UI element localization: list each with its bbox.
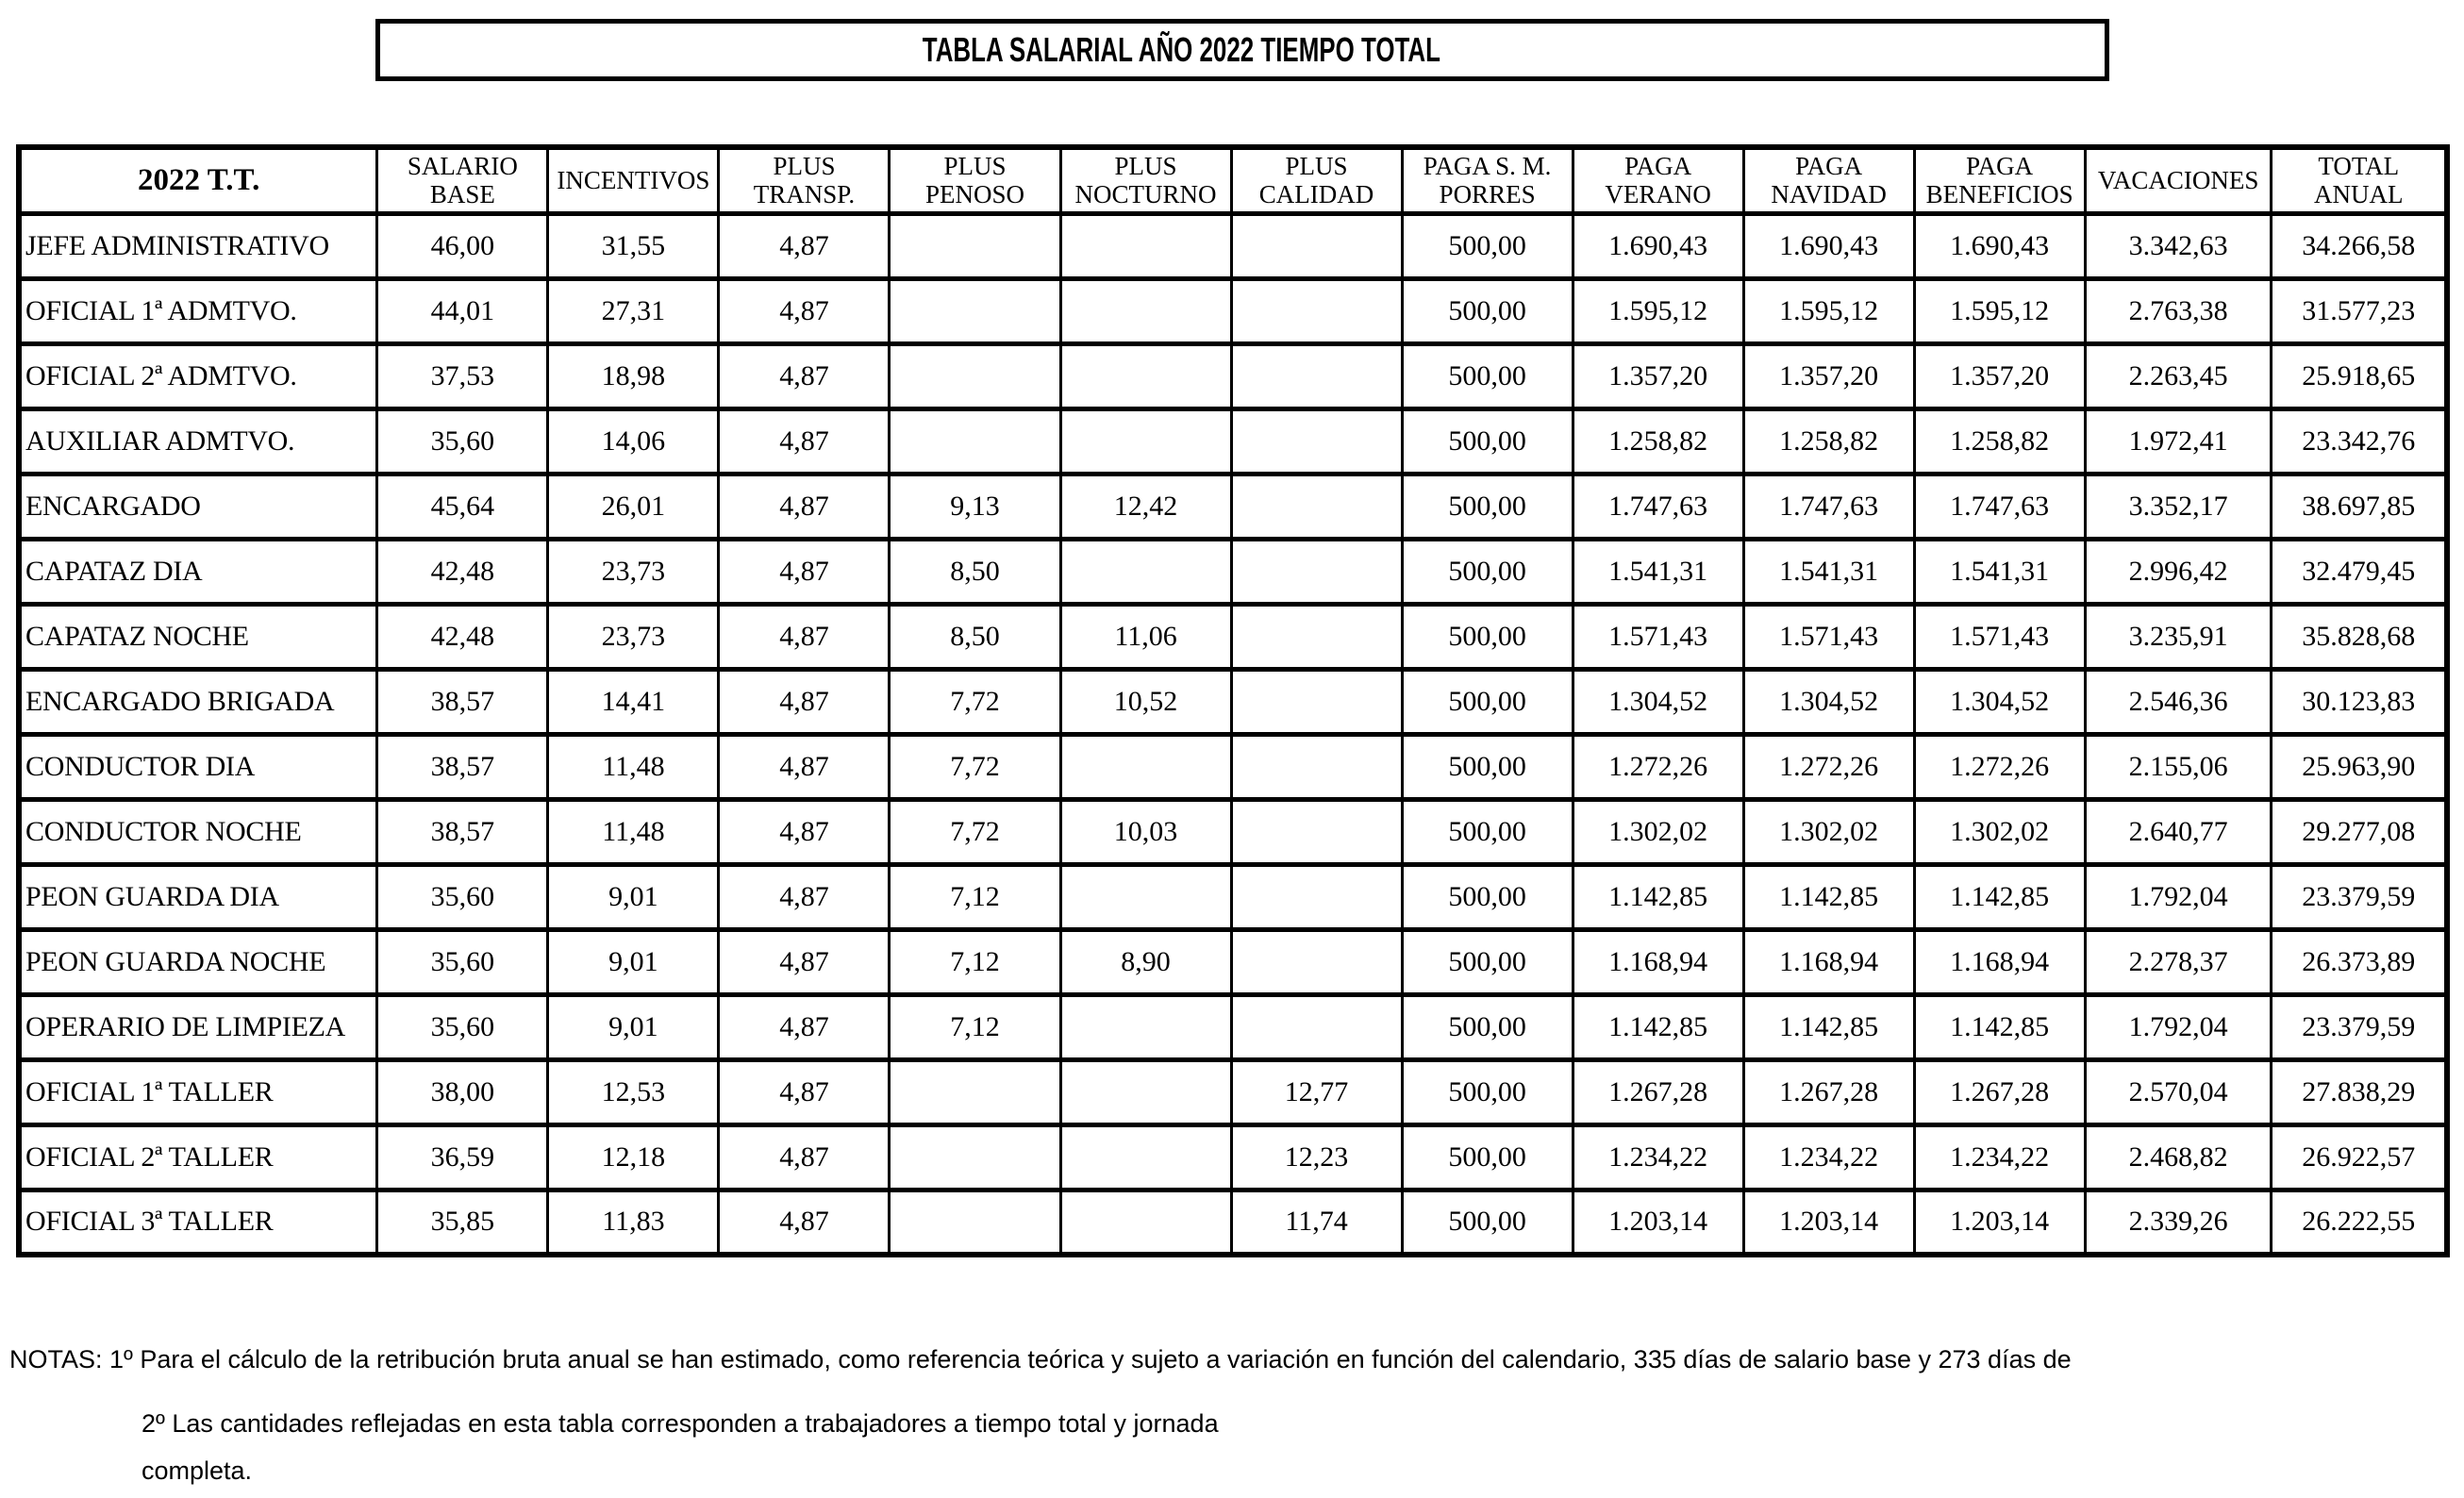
cell: 4,87 <box>719 1059 890 1124</box>
note-line-3: completa. <box>142 1456 253 1485</box>
cell: 1.747,63 <box>1914 474 2085 539</box>
cell <box>890 408 1060 474</box>
cell: 23,73 <box>548 539 719 604</box>
cell <box>890 1059 1060 1124</box>
cell: 1.272,26 <box>1743 734 1914 799</box>
cell: 26.373,89 <box>2272 929 2447 994</box>
cell: 4,87 <box>719 343 890 408</box>
table-row <box>19 734 2447 799</box>
cell: 1.142,85 <box>1743 864 1914 929</box>
cell <box>1060 1190 1231 1255</box>
row-label: PEON GUARDA DIA <box>19 864 377 929</box>
cell: 4,87 <box>719 734 890 799</box>
cell <box>1231 604 1402 669</box>
column-header: VACACIONES <box>2085 147 2272 213</box>
cell: 3.342,63 <box>2085 213 2272 278</box>
cell <box>1231 213 1402 278</box>
cell: 1.302,02 <box>1573 799 1743 864</box>
row-label: CONDUCTOR NOCHE <box>19 799 377 864</box>
cell: 23.342,76 <box>2272 408 2447 474</box>
cell: 1.357,20 <box>1573 343 1743 408</box>
cell: 4,87 <box>719 604 890 669</box>
column-header: PAGA VERANO <box>1573 147 1743 213</box>
cell: 35,60 <box>377 864 548 929</box>
cell: 4,87 <box>719 213 890 278</box>
cell <box>1060 994 1231 1059</box>
cell: 1.168,94 <box>1914 929 2085 994</box>
cell: 500,00 <box>1402 669 1573 734</box>
cell: 4,87 <box>719 474 890 539</box>
cell: 500,00 <box>1402 474 1573 539</box>
cell: 7,72 <box>890 669 1060 734</box>
cell: 1.258,82 <box>1914 408 2085 474</box>
column-header: 2022 T.T. <box>19 147 377 213</box>
cell: 1.272,26 <box>1573 734 1743 799</box>
cell: 1.142,85 <box>1573 864 1743 929</box>
header-row <box>19 147 2447 213</box>
cell: 1.267,28 <box>1573 1059 1743 1124</box>
column-header: PLUS PENOSO <box>890 147 1060 213</box>
cell: 2.763,38 <box>2085 278 2272 343</box>
cell: 25.963,90 <box>2272 734 2447 799</box>
cell: 2.546,36 <box>2085 669 2272 734</box>
cell: 42,48 <box>377 539 548 604</box>
cell: 1.142,85 <box>1743 994 1914 1059</box>
cell: 34.266,58 <box>2272 213 2447 278</box>
cell: 3.352,17 <box>2085 474 2272 539</box>
cell: 12,23 <box>1231 1124 1402 1190</box>
row-label: PEON GUARDA NOCHE <box>19 929 377 994</box>
cell: 12,53 <box>548 1059 719 1124</box>
column-header: PLUS CALIDAD <box>1231 147 1402 213</box>
cell: 38.697,85 <box>2272 474 2447 539</box>
cell: 26,01 <box>548 474 719 539</box>
table-row <box>19 669 2447 734</box>
cell: 500,00 <box>1402 994 1573 1059</box>
cell: 35,60 <box>377 994 548 1059</box>
cell: 1.357,20 <box>1914 343 2085 408</box>
cell: 4,87 <box>719 1124 890 1190</box>
cell: 4,87 <box>719 278 890 343</box>
table-row <box>19 278 2447 343</box>
cell: 1.792,04 <box>2085 994 2272 1059</box>
cell: 46,00 <box>377 213 548 278</box>
cell: 1.304,52 <box>1743 669 1914 734</box>
row-label: CAPATAZ DIA <box>19 539 377 604</box>
column-header: TOTAL ANUAL <box>2272 147 2447 213</box>
cell <box>1231 799 1402 864</box>
column-header: PAGA S. M. PORRES <box>1402 147 1573 213</box>
cell: 42,48 <box>377 604 548 669</box>
cell: 1.690,43 <box>1573 213 1743 278</box>
cell <box>1231 343 1402 408</box>
cell: 500,00 <box>1402 343 1573 408</box>
cell: 14,06 <box>548 408 719 474</box>
cell: 9,01 <box>548 929 719 994</box>
cell: 500,00 <box>1402 408 1573 474</box>
cell: 1.203,14 <box>1743 1190 1914 1255</box>
column-header: PAGA BENEFICIOS <box>1914 147 2085 213</box>
cell: 1.302,02 <box>1914 799 2085 864</box>
row-label: OFICIAL 1ª TALLER <box>19 1059 377 1124</box>
cell: 500,00 <box>1402 278 1573 343</box>
table-row <box>19 994 2447 1059</box>
cell: 1.272,26 <box>1914 734 2085 799</box>
row-label: AUXILIAR ADMTVO. <box>19 408 377 474</box>
cell: 23.379,59 <box>2272 864 2447 929</box>
row-label: OFICIAL 1ª ADMTVO. <box>19 278 377 343</box>
row-label: CONDUCTOR DIA <box>19 734 377 799</box>
cell <box>1231 539 1402 604</box>
cell: 1.541,31 <box>1573 539 1743 604</box>
cell <box>890 1124 1060 1190</box>
row-label: OFICIAL 3ª TALLER <box>19 1190 377 1255</box>
cell: 1.304,52 <box>1914 669 2085 734</box>
cell: 1.203,14 <box>1573 1190 1743 1255</box>
cell: 35,60 <box>377 929 548 994</box>
cell: 1.792,04 <box>2085 864 2272 929</box>
cell: 38,00 <box>377 1059 548 1124</box>
page-title: TABLA SALARIAL AÑO 2022 TIEMPO TOTAL <box>922 30 1440 69</box>
cell: 500,00 <box>1402 799 1573 864</box>
cell <box>890 213 1060 278</box>
cell <box>1231 278 1402 343</box>
table-row <box>19 1059 2447 1124</box>
cell: 2.570,04 <box>2085 1059 2272 1124</box>
cell: 7,12 <box>890 929 1060 994</box>
cell: 8,90 <box>1060 929 1231 994</box>
cell: 1.690,43 <box>1914 213 2085 278</box>
cell <box>1231 669 1402 734</box>
cell: 1.258,82 <box>1573 408 1743 474</box>
cell: 4,87 <box>719 669 890 734</box>
cell: 12,77 <box>1231 1059 1402 1124</box>
cell: 38,57 <box>377 734 548 799</box>
cell <box>1060 343 1231 408</box>
cell: 1.571,43 <box>1914 604 2085 669</box>
cell <box>1231 864 1402 929</box>
cell: 9,01 <box>548 994 719 1059</box>
row-label: OPERARIO DE LIMPIEZA <box>19 994 377 1059</box>
cell: 1.595,12 <box>1914 278 2085 343</box>
cell: 1.142,85 <box>1914 994 2085 1059</box>
cell: 38,57 <box>377 799 548 864</box>
cell: 4,87 <box>719 929 890 994</box>
cell: 500,00 <box>1402 929 1573 994</box>
cell: 4,87 <box>719 994 890 1059</box>
cell: 500,00 <box>1402 734 1573 799</box>
cell: 9,01 <box>548 864 719 929</box>
cell: 1.203,14 <box>1914 1190 2085 1255</box>
cell <box>890 1190 1060 1255</box>
table-row <box>19 343 2447 408</box>
cell: 44,01 <box>377 278 548 343</box>
note-line-2: 2º Las cantidades reflejadas en esta tabla corresponden a trabajadores a tiempo total y jornada <box>142 1409 1219 1438</box>
table-row <box>19 1124 2447 1190</box>
cell: 500,00 <box>1402 1059 1573 1124</box>
cell: 18,98 <box>548 343 719 408</box>
cell: 32.479,45 <box>2272 539 2447 604</box>
cell: 1.690,43 <box>1743 213 1914 278</box>
cell: 12,42 <box>1060 474 1231 539</box>
cell: 11,48 <box>548 799 719 864</box>
column-header: PLUS NOCTURNO <box>1060 147 1231 213</box>
cell: 1.304,52 <box>1573 669 1743 734</box>
cell: 1.234,22 <box>1914 1124 2085 1190</box>
cell: 11,06 <box>1060 604 1231 669</box>
cell: 2.339,26 <box>2085 1190 2272 1255</box>
row-label: ENCARGADO <box>19 474 377 539</box>
cell: 2.468,82 <box>2085 1124 2272 1190</box>
cell: 23.379,59 <box>2272 994 2447 1059</box>
cell: 4,87 <box>719 864 890 929</box>
column-header: INCENTIVOS <box>548 147 719 213</box>
cell: 7,72 <box>890 799 1060 864</box>
cell: 7,12 <box>890 864 1060 929</box>
cell: 12,18 <box>548 1124 719 1190</box>
row-label: OFICIAL 2ª ADMTVO. <box>19 343 377 408</box>
row-label: ENCARGADO BRIGADA <box>19 669 377 734</box>
cell: 30.123,83 <box>2272 669 2447 734</box>
cell: 4,87 <box>719 408 890 474</box>
cell: 10,03 <box>1060 799 1231 864</box>
cell: 1.541,31 <box>1914 539 2085 604</box>
cell <box>1060 734 1231 799</box>
table-row <box>19 864 2447 929</box>
cell: 9,13 <box>890 474 1060 539</box>
cell <box>890 343 1060 408</box>
table-row <box>19 799 2447 864</box>
cell: 31.577,23 <box>2272 278 2447 343</box>
cell: 26.222,55 <box>2272 1190 2447 1255</box>
cell: 8,50 <box>890 604 1060 669</box>
cell: 10,52 <box>1060 669 1231 734</box>
cell: 26.922,57 <box>2272 1124 2447 1190</box>
cell <box>1060 539 1231 604</box>
cell: 1.234,22 <box>1573 1124 1743 1190</box>
cell: 11,74 <box>1231 1190 1402 1255</box>
cell: 27,31 <box>548 278 719 343</box>
cell <box>1231 408 1402 474</box>
cell: 29.277,08 <box>2272 799 2447 864</box>
cell: 1.571,43 <box>1573 604 1743 669</box>
cell: 500,00 <box>1402 539 1573 604</box>
cell: 1.142,85 <box>1573 994 1743 1059</box>
cell: 1.142,85 <box>1914 864 2085 929</box>
cell: 2.278,37 <box>2085 929 2272 994</box>
table-row <box>19 1190 2447 1255</box>
cell: 2.996,42 <box>2085 539 2272 604</box>
cell: 37,53 <box>377 343 548 408</box>
cell: 1.747,63 <box>1573 474 1743 539</box>
table-row <box>19 539 2447 604</box>
table-row <box>19 929 2447 994</box>
cell: 4,87 <box>719 1190 890 1255</box>
column-header: PLUS TRANSP. <box>719 147 890 213</box>
cell: 1.541,31 <box>1743 539 1914 604</box>
cell: 7,12 <box>890 994 1060 1059</box>
cell: 35.828,68 <box>2272 604 2447 669</box>
cell <box>1060 864 1231 929</box>
salary-table <box>16 144 2450 1257</box>
cell: 23,73 <box>548 604 719 669</box>
cell: 500,00 <box>1402 604 1573 669</box>
cell: 31,55 <box>548 213 719 278</box>
cell: 45,64 <box>377 474 548 539</box>
cell <box>890 278 1060 343</box>
cell: 3.235,91 <box>2085 604 2272 669</box>
cell: 1.168,94 <box>1743 929 1914 994</box>
cell <box>1060 1124 1231 1190</box>
cell: 1.302,02 <box>1743 799 1914 864</box>
cell: 2.263,45 <box>2085 343 2272 408</box>
cell <box>1231 929 1402 994</box>
cell: 27.838,29 <box>2272 1059 2447 1124</box>
cell: 1.234,22 <box>1743 1124 1914 1190</box>
table-row <box>19 604 2447 669</box>
cell <box>1231 994 1402 1059</box>
cell: 8,50 <box>890 539 1060 604</box>
cell: 36,59 <box>377 1124 548 1190</box>
column-header: PAGA NAVIDAD <box>1743 147 1914 213</box>
cell: 14,41 <box>548 669 719 734</box>
cell: 500,00 <box>1402 1124 1573 1190</box>
cell: 500,00 <box>1402 864 1573 929</box>
cell <box>1060 408 1231 474</box>
cell: 1.571,43 <box>1743 604 1914 669</box>
cell <box>1060 278 1231 343</box>
cell: 4,87 <box>719 539 890 604</box>
table-row <box>19 408 2447 474</box>
cell: 1.747,63 <box>1743 474 1914 539</box>
cell: 500,00 <box>1402 1190 1573 1255</box>
cell: 25.918,65 <box>2272 343 2447 408</box>
cell: 1.595,12 <box>1743 278 1914 343</box>
cell: 2.155,06 <box>2085 734 2272 799</box>
cell: 1.168,94 <box>1573 929 1743 994</box>
row-label: OFICIAL 2ª TALLER <box>19 1124 377 1190</box>
cell: 11,48 <box>548 734 719 799</box>
cell: 1.267,28 <box>1914 1059 2085 1124</box>
cell: 38,57 <box>377 669 548 734</box>
table-row <box>19 213 2447 278</box>
cell: 7,72 <box>890 734 1060 799</box>
cell: 1.595,12 <box>1573 278 1743 343</box>
cell: 35,85 <box>377 1190 548 1255</box>
column-header: SALARIO BASE <box>377 147 548 213</box>
row-label: JEFE ADMINISTRATIVO <box>19 213 377 278</box>
cell: 500,00 <box>1402 213 1573 278</box>
cell: 1.972,41 <box>2085 408 2272 474</box>
cell <box>1231 734 1402 799</box>
cell: 1.357,20 <box>1743 343 1914 408</box>
cell: 11,83 <box>548 1190 719 1255</box>
cell: 2.640,77 <box>2085 799 2272 864</box>
table-row <box>19 474 2447 539</box>
cell <box>1231 474 1402 539</box>
cell <box>1060 213 1231 278</box>
title-box <box>375 19 2109 81</box>
cell: 35,60 <box>377 408 548 474</box>
cell: 1.258,82 <box>1743 408 1914 474</box>
cell: 4,87 <box>719 799 890 864</box>
row-label: CAPATAZ NOCHE <box>19 604 377 669</box>
note-line-1: NOTAS: 1º Para el cálculo de la retribución bruta anual se han estimado, como referencia teórica y sujeto a variación en función del calendario, 335 días de salario base y 273 días de <box>9 1345 2072 1373</box>
cell: 1.267,28 <box>1743 1059 1914 1124</box>
cell <box>1060 1059 1231 1124</box>
